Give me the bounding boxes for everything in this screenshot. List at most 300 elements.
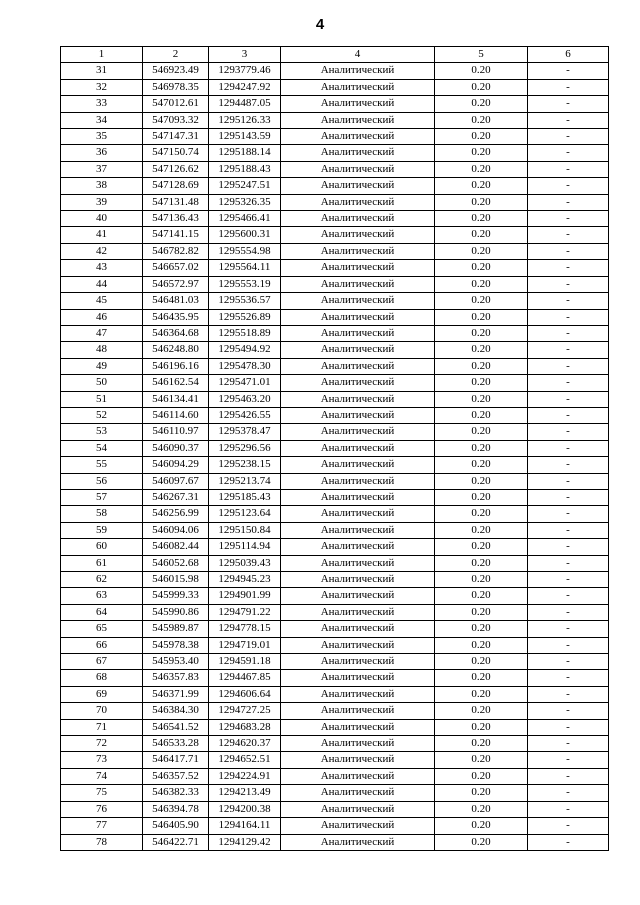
note-cell: -	[528, 736, 609, 752]
method-cell: Аналитический	[281, 325, 435, 341]
note-cell: -	[528, 604, 609, 620]
table-row	[61, 522, 609, 538]
accuracy-cell: 0.20	[435, 539, 528, 555]
table-row	[61, 604, 609, 620]
point-number-cell: 42	[61, 243, 143, 259]
x-coordinate-cell: 546134.41	[143, 391, 209, 407]
note-cell: -	[528, 768, 609, 784]
table-row	[61, 276, 609, 292]
column-header: 3	[209, 47, 281, 63]
x-coordinate-cell: 547126.62	[143, 161, 209, 177]
column-header: 5	[435, 47, 528, 63]
point-number-cell: 75	[61, 785, 143, 801]
method-cell: Аналитический	[281, 654, 435, 670]
accuracy-cell: 0.20	[435, 604, 528, 620]
point-number-cell: 68	[61, 670, 143, 686]
y-coordinate-cell: 1295378.47	[209, 424, 281, 440]
x-coordinate-cell: 546357.83	[143, 670, 209, 686]
point-number-cell: 36	[61, 145, 143, 161]
note-cell: -	[528, 489, 609, 505]
accuracy-cell: 0.20	[435, 79, 528, 95]
column-header: 6	[528, 47, 609, 63]
table-row	[61, 178, 609, 194]
method-cell: Аналитический	[281, 276, 435, 292]
point-number-cell: 70	[61, 703, 143, 719]
method-cell: Аналитический	[281, 375, 435, 391]
note-cell: -	[528, 670, 609, 686]
note-cell: -	[528, 293, 609, 309]
point-number-cell: 32	[61, 79, 143, 95]
accuracy-cell: 0.20	[435, 260, 528, 276]
accuracy-cell: 0.20	[435, 96, 528, 112]
note-cell: -	[528, 522, 609, 538]
note-cell: -	[528, 506, 609, 522]
accuracy-cell: 0.20	[435, 145, 528, 161]
note-cell: -	[528, 79, 609, 95]
point-number-cell: 38	[61, 178, 143, 194]
accuracy-cell: 0.20	[435, 670, 528, 686]
method-cell: Аналитический	[281, 145, 435, 161]
x-coordinate-cell: 546384.30	[143, 703, 209, 719]
y-coordinate-cell: 1294164.11	[209, 818, 281, 834]
x-coordinate-cell: 546082.44	[143, 539, 209, 555]
y-coordinate-cell: 1294901.99	[209, 588, 281, 604]
table-row	[61, 424, 609, 440]
note-cell: -	[528, 276, 609, 292]
point-number-cell: 51	[61, 391, 143, 407]
x-coordinate-cell: 547093.32	[143, 112, 209, 128]
y-coordinate-cell: 1295471.01	[209, 375, 281, 391]
note-cell: -	[528, 539, 609, 555]
y-coordinate-cell: 1294791.22	[209, 604, 281, 620]
method-cell: Аналитический	[281, 227, 435, 243]
table-row	[61, 358, 609, 374]
table-row	[61, 211, 609, 227]
y-coordinate-cell: 1295553.19	[209, 276, 281, 292]
note-cell: -	[528, 211, 609, 227]
point-number-cell: 35	[61, 129, 143, 145]
point-number-cell: 50	[61, 375, 143, 391]
accuracy-cell: 0.20	[435, 588, 528, 604]
point-number-cell: 62	[61, 572, 143, 588]
x-coordinate-cell: 546541.52	[143, 719, 209, 735]
y-coordinate-cell: 1295213.74	[209, 473, 281, 489]
x-coordinate-cell: 547131.48	[143, 194, 209, 210]
y-coordinate-cell: 1294606.64	[209, 686, 281, 702]
table-row	[61, 801, 609, 817]
table-row	[61, 260, 609, 276]
accuracy-cell: 0.20	[435, 293, 528, 309]
y-coordinate-cell: 1295238.15	[209, 457, 281, 473]
note-cell: -	[528, 375, 609, 391]
note-cell: -	[528, 654, 609, 670]
y-coordinate-cell: 1294224.91	[209, 768, 281, 784]
x-coordinate-cell: 546923.49	[143, 63, 209, 79]
accuracy-cell: 0.20	[435, 391, 528, 407]
note-cell: -	[528, 227, 609, 243]
method-cell: Аналитический	[281, 555, 435, 571]
point-number-cell: 78	[61, 834, 143, 850]
accuracy-cell: 0.20	[435, 276, 528, 292]
y-coordinate-cell: 1295466.41	[209, 211, 281, 227]
point-number-cell: 37	[61, 161, 143, 177]
method-cell: Аналитический	[281, 834, 435, 850]
y-coordinate-cell: 1295150.84	[209, 522, 281, 538]
table-row	[61, 79, 609, 95]
note-cell: -	[528, 194, 609, 210]
y-coordinate-cell: 1294129.42	[209, 834, 281, 850]
point-number-cell: 69	[61, 686, 143, 702]
y-coordinate-cell: 1295564.11	[209, 260, 281, 276]
accuracy-cell: 0.20	[435, 555, 528, 571]
coordinates-table	[60, 46, 609, 851]
method-cell: Аналитический	[281, 79, 435, 95]
point-number-cell: 52	[61, 407, 143, 423]
table-row	[61, 407, 609, 423]
y-coordinate-cell: 1295478.30	[209, 358, 281, 374]
note-cell: -	[528, 63, 609, 79]
x-coordinate-cell: 546382.33	[143, 785, 209, 801]
table-row	[61, 145, 609, 161]
table-row	[61, 309, 609, 325]
accuracy-cell: 0.20	[435, 703, 528, 719]
accuracy-cell: 0.20	[435, 178, 528, 194]
note-cell: -	[528, 637, 609, 653]
y-coordinate-cell: 1293779.46	[209, 63, 281, 79]
point-number-cell: 48	[61, 342, 143, 358]
note-cell: -	[528, 588, 609, 604]
note-cell: -	[528, 818, 609, 834]
accuracy-cell: 0.20	[435, 719, 528, 735]
x-coordinate-cell: 546435.95	[143, 309, 209, 325]
accuracy-cell: 0.20	[435, 818, 528, 834]
table-row	[61, 194, 609, 210]
x-coordinate-cell: 546405.90	[143, 818, 209, 834]
note-cell: -	[528, 785, 609, 801]
y-coordinate-cell: 1295247.51	[209, 178, 281, 194]
point-number-cell: 55	[61, 457, 143, 473]
method-cell: Аналитический	[281, 440, 435, 456]
x-coordinate-cell: 546114.60	[143, 407, 209, 423]
method-cell: Аналитический	[281, 719, 435, 735]
note-cell: -	[528, 801, 609, 817]
method-cell: Аналитический	[281, 63, 435, 79]
table-row	[61, 63, 609, 79]
method-cell: Аналитический	[281, 621, 435, 637]
point-number-cell: 59	[61, 522, 143, 538]
point-number-cell: 64	[61, 604, 143, 620]
x-coordinate-cell: 547150.74	[143, 145, 209, 161]
x-coordinate-cell: 547136.43	[143, 211, 209, 227]
y-coordinate-cell: 1295426.55	[209, 407, 281, 423]
note-cell: -	[528, 161, 609, 177]
point-number-cell: 44	[61, 276, 143, 292]
table-row	[61, 539, 609, 555]
x-coordinate-cell: 547141.15	[143, 227, 209, 243]
note-cell: -	[528, 309, 609, 325]
table-row	[61, 768, 609, 784]
column-header: 1	[61, 47, 143, 63]
method-cell: Аналитический	[281, 129, 435, 145]
y-coordinate-cell: 1295494.92	[209, 342, 281, 358]
method-cell: Аналитический	[281, 703, 435, 719]
method-cell: Аналитический	[281, 539, 435, 555]
accuracy-cell: 0.20	[435, 457, 528, 473]
method-cell: Аналитический	[281, 473, 435, 489]
accuracy-cell: 0.20	[435, 375, 528, 391]
x-coordinate-cell: 546533.28	[143, 736, 209, 752]
method-cell: Аналитический	[281, 588, 435, 604]
accuracy-cell: 0.20	[435, 801, 528, 817]
table-row	[61, 588, 609, 604]
x-coordinate-cell: 546364.68	[143, 325, 209, 341]
accuracy-cell: 0.20	[435, 325, 528, 341]
point-number-cell: 72	[61, 736, 143, 752]
point-number-cell: 41	[61, 227, 143, 243]
x-coordinate-cell: 546357.52	[143, 768, 209, 784]
y-coordinate-cell: 1294652.51	[209, 752, 281, 768]
accuracy-cell: 0.20	[435, 211, 528, 227]
note-cell: -	[528, 178, 609, 194]
y-coordinate-cell: 1295526.89	[209, 309, 281, 325]
note-cell: -	[528, 424, 609, 440]
y-coordinate-cell: 1294200.38	[209, 801, 281, 817]
point-number-cell: 73	[61, 752, 143, 768]
point-number-cell: 76	[61, 801, 143, 817]
method-cell: Аналитический	[281, 424, 435, 440]
table-row	[61, 96, 609, 112]
y-coordinate-cell: 1295188.43	[209, 161, 281, 177]
table-row	[61, 785, 609, 801]
accuracy-cell: 0.20	[435, 473, 528, 489]
method-cell: Аналитический	[281, 604, 435, 620]
point-number-cell: 49	[61, 358, 143, 374]
accuracy-cell: 0.20	[435, 440, 528, 456]
x-coordinate-cell: 545999.33	[143, 588, 209, 604]
method-cell: Аналитический	[281, 309, 435, 325]
y-coordinate-cell: 1294467.85	[209, 670, 281, 686]
table-row	[61, 457, 609, 473]
note-cell: -	[528, 145, 609, 161]
accuracy-cell: 0.20	[435, 63, 528, 79]
method-cell: Аналитический	[281, 407, 435, 423]
y-coordinate-cell: 1294213.49	[209, 785, 281, 801]
accuracy-cell: 0.20	[435, 506, 528, 522]
accuracy-cell: 0.20	[435, 129, 528, 145]
x-coordinate-cell: 546097.67	[143, 473, 209, 489]
note-cell: -	[528, 572, 609, 588]
y-coordinate-cell: 1295188.14	[209, 145, 281, 161]
method-cell: Аналитический	[281, 752, 435, 768]
method-cell: Аналитический	[281, 211, 435, 227]
method-cell: Аналитический	[281, 801, 435, 817]
point-number-cell: 47	[61, 325, 143, 341]
y-coordinate-cell: 1295039.43	[209, 555, 281, 571]
y-coordinate-cell: 1295536.57	[209, 293, 281, 309]
accuracy-cell: 0.20	[435, 654, 528, 670]
y-coordinate-cell: 1295600.31	[209, 227, 281, 243]
table-row	[61, 719, 609, 735]
table-row	[61, 572, 609, 588]
y-coordinate-cell: 1295126.33	[209, 112, 281, 128]
y-coordinate-cell: 1294778.15	[209, 621, 281, 637]
x-coordinate-cell: 546371.99	[143, 686, 209, 702]
method-cell: Аналитический	[281, 768, 435, 784]
note-cell: -	[528, 703, 609, 719]
accuracy-cell: 0.20	[435, 227, 528, 243]
x-coordinate-cell: 546196.16	[143, 358, 209, 374]
point-number-cell: 45	[61, 293, 143, 309]
method-cell: Аналитический	[281, 670, 435, 686]
table-row	[61, 243, 609, 259]
method-cell: Аналитический	[281, 194, 435, 210]
note-cell: -	[528, 621, 609, 637]
point-number-cell: 60	[61, 539, 143, 555]
method-cell: Аналитический	[281, 293, 435, 309]
x-coordinate-cell: 546657.02	[143, 260, 209, 276]
x-coordinate-cell: 546110.97	[143, 424, 209, 440]
note-cell: -	[528, 834, 609, 850]
table-row	[61, 752, 609, 768]
accuracy-cell: 0.20	[435, 834, 528, 850]
table-row	[61, 703, 609, 719]
table-row	[61, 293, 609, 309]
point-number-cell: 71	[61, 719, 143, 735]
note-cell: -	[528, 391, 609, 407]
point-number-cell: 40	[61, 211, 143, 227]
table-row	[61, 440, 609, 456]
point-number-cell: 66	[61, 637, 143, 653]
x-coordinate-cell: 546267.31	[143, 489, 209, 505]
x-coordinate-cell: 546422.71	[143, 834, 209, 850]
note-cell: -	[528, 342, 609, 358]
x-coordinate-cell: 546256.99	[143, 506, 209, 522]
method-cell: Аналитический	[281, 178, 435, 194]
table-header-row	[61, 47, 609, 63]
note-cell: -	[528, 129, 609, 145]
method-cell: Аналитический	[281, 457, 435, 473]
note-cell: -	[528, 719, 609, 735]
table-row	[61, 129, 609, 145]
y-coordinate-cell: 1295123.64	[209, 506, 281, 522]
x-coordinate-cell: 545978.38	[143, 637, 209, 653]
y-coordinate-cell: 1294945.23	[209, 572, 281, 588]
y-coordinate-cell: 1294727.25	[209, 703, 281, 719]
table-row	[61, 654, 609, 670]
note-cell: -	[528, 96, 609, 112]
point-number-cell: 31	[61, 63, 143, 79]
accuracy-cell: 0.20	[435, 637, 528, 653]
table-row	[61, 834, 609, 850]
y-coordinate-cell: 1294487.05	[209, 96, 281, 112]
y-coordinate-cell: 1294247.92	[209, 79, 281, 95]
x-coordinate-cell: 546782.82	[143, 243, 209, 259]
method-cell: Аналитический	[281, 358, 435, 374]
point-number-cell: 53	[61, 424, 143, 440]
point-number-cell: 57	[61, 489, 143, 505]
accuracy-cell: 0.20	[435, 194, 528, 210]
accuracy-cell: 0.20	[435, 358, 528, 374]
y-coordinate-cell: 1295114.94	[209, 539, 281, 555]
note-cell: -	[528, 752, 609, 768]
x-coordinate-cell: 545989.87	[143, 621, 209, 637]
method-cell: Аналитический	[281, 391, 435, 407]
method-cell: Аналитический	[281, 637, 435, 653]
accuracy-cell: 0.20	[435, 736, 528, 752]
table-row	[61, 736, 609, 752]
y-coordinate-cell: 1295296.56	[209, 440, 281, 456]
method-cell: Аналитический	[281, 736, 435, 752]
accuracy-cell: 0.20	[435, 752, 528, 768]
table-row	[61, 637, 609, 653]
note-cell: -	[528, 358, 609, 374]
y-coordinate-cell: 1294591.18	[209, 654, 281, 670]
accuracy-cell: 0.20	[435, 621, 528, 637]
x-coordinate-cell: 545990.86	[143, 604, 209, 620]
accuracy-cell: 0.20	[435, 243, 528, 259]
x-coordinate-cell: 546090.37	[143, 440, 209, 456]
point-number-cell: 61	[61, 555, 143, 571]
accuracy-cell: 0.20	[435, 785, 528, 801]
y-coordinate-cell: 1294620.37	[209, 736, 281, 752]
table-row	[61, 686, 609, 702]
point-number-cell: 65	[61, 621, 143, 637]
y-coordinate-cell: 1294719.01	[209, 637, 281, 653]
y-coordinate-cell: 1294683.28	[209, 719, 281, 735]
x-coordinate-cell: 546572.97	[143, 276, 209, 292]
point-number-cell: 63	[61, 588, 143, 604]
note-cell: -	[528, 325, 609, 341]
y-coordinate-cell: 1295185.43	[209, 489, 281, 505]
x-coordinate-cell: 546052.68	[143, 555, 209, 571]
y-coordinate-cell: 1295463.20	[209, 391, 281, 407]
y-coordinate-cell: 1295143.59	[209, 129, 281, 145]
note-cell: -	[528, 440, 609, 456]
x-coordinate-cell: 546394.78	[143, 801, 209, 817]
method-cell: Аналитический	[281, 260, 435, 276]
column-header: 4	[281, 47, 435, 63]
table-row	[61, 375, 609, 391]
column-header: 2	[143, 47, 209, 63]
x-coordinate-cell: 545953.40	[143, 654, 209, 670]
x-coordinate-cell: 547128.69	[143, 178, 209, 194]
accuracy-cell: 0.20	[435, 768, 528, 784]
note-cell: -	[528, 555, 609, 571]
method-cell: Аналитический	[281, 818, 435, 834]
accuracy-cell: 0.20	[435, 309, 528, 325]
note-cell: -	[528, 260, 609, 276]
accuracy-cell: 0.20	[435, 489, 528, 505]
point-number-cell: 58	[61, 506, 143, 522]
method-cell: Аналитический	[281, 785, 435, 801]
point-number-cell: 33	[61, 96, 143, 112]
table-row	[61, 391, 609, 407]
accuracy-cell: 0.20	[435, 686, 528, 702]
table-row	[61, 473, 609, 489]
note-cell: -	[528, 473, 609, 489]
x-coordinate-cell: 546162.54	[143, 375, 209, 391]
table-row	[61, 325, 609, 341]
table-row	[61, 161, 609, 177]
note-cell: -	[528, 407, 609, 423]
table-row	[61, 555, 609, 571]
table-row	[61, 342, 609, 358]
point-number-cell: 34	[61, 112, 143, 128]
accuracy-cell: 0.20	[435, 161, 528, 177]
accuracy-cell: 0.20	[435, 112, 528, 128]
point-number-cell: 56	[61, 473, 143, 489]
point-number-cell: 67	[61, 654, 143, 670]
